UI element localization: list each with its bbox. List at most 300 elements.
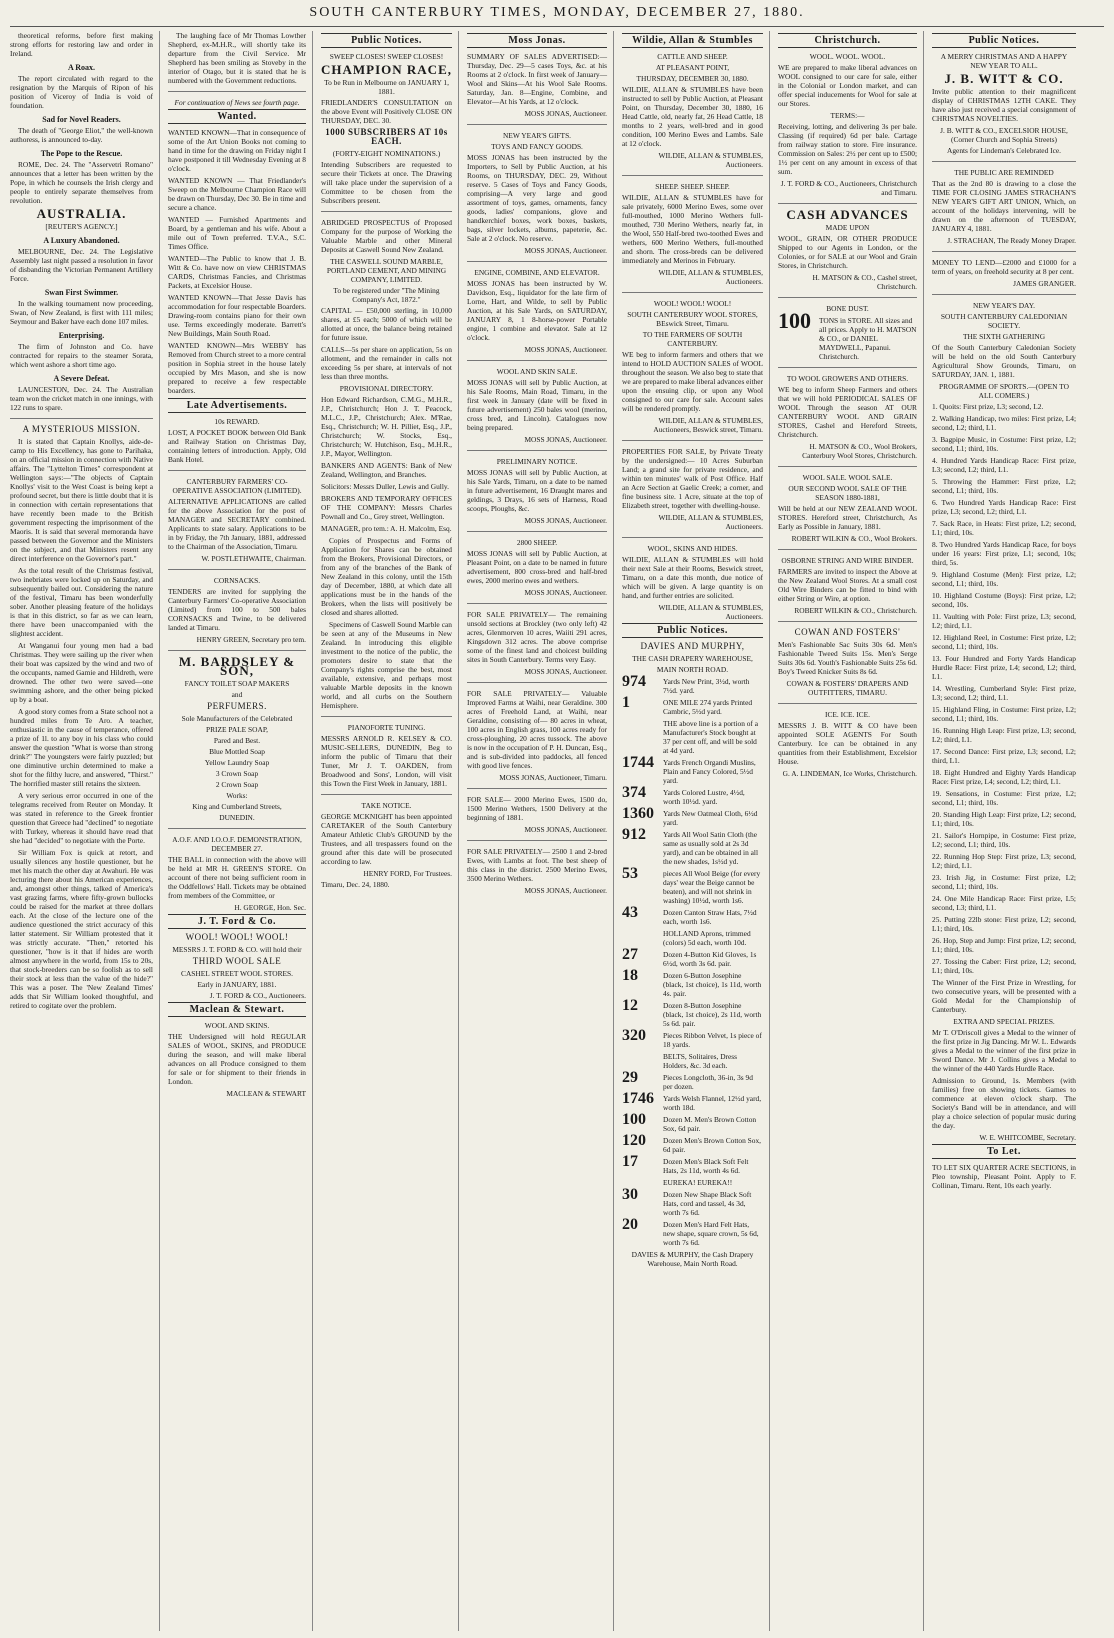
classified-ad: Will be held at our NEW ZEALAND WOOL STORES. Hereford street, Christchurch, As Early as Possible in January, 1881. xyxy=(778,504,917,531)
ad-title: 2800 SHEEP. xyxy=(516,538,558,547)
price-item xyxy=(622,1132,763,1154)
ad-title: TAKE NOTICE. xyxy=(361,801,412,810)
price-item xyxy=(622,1111,763,1133)
classified-ad: MESSRS J. B. WITT & CO have been appointed SOLE AGENTS For South Canterbury. Ice can be obtained in any quantities from their Establishment, Excelsior House. xyxy=(778,721,917,766)
price-item xyxy=(622,865,763,905)
ad-title: WOOL AND SKIN SALE. xyxy=(496,367,578,376)
article-heading: Swan First Swimmer. xyxy=(44,288,119,297)
classified-ad: Solicitors: Messrs Duller, Lewis and Gully. xyxy=(321,482,449,491)
article-text: The death of "George Eliot," the well-known authoress, is announced to-day. xyxy=(10,126,153,144)
ad-title: CASH ADVANCES xyxy=(786,207,909,222)
classified-ad: The Winner of the First Prize in Wrestling, for two consecutive years, will be presented with a Gold Medal for the Championship of Canterbury. xyxy=(932,978,1076,1014)
price-item xyxy=(622,1178,763,1187)
ad-line: CASHEL STREET WOOL STORES. xyxy=(181,969,293,978)
price-item-number: 18 xyxy=(622,967,638,984)
programme-event: 22. Running Hop Step: First prize, L3; second, L2; third, L1. xyxy=(932,852,1076,870)
article-heading: A Luxury Abandoned. xyxy=(43,236,120,245)
divider xyxy=(321,211,452,212)
classified-ad: WANTED — Furnished Apartments and Board, by a gentleman and his wife. About a mile out of Town preferred. T.V.A., S.C. Times Office. xyxy=(168,215,306,251)
price-item-text: ONE MILE 274 yards Printed Cambric, 5½d yard. xyxy=(663,698,753,716)
price-item-number: 53 xyxy=(622,865,638,882)
classified-ad: FOR SALE PRIVATELY— Valuable Improved Farms at Waihi, near Geraldine. 300 acres of Freehold Land, at Waihi, near Geraldine, consisting of— 80 acres in wheat, 100 acres in English grass, 100 acres ready for cross-ploughing, 20 acres tussock. The above is now in the occupation of P. H. Duncan, Esq., and is sub-divided into paddocks, all fenced with good live fences. xyxy=(467,689,607,770)
price-item-text: Yards Welsh Flannel, 12½d yard, worth 18d. xyxy=(663,1094,762,1112)
classified-ad: LOST, A POCKET BOOK between Old Bank and Railway Station on Christmas Day, containing letters of introduction. Apply, Old Bank Hotel. xyxy=(168,428,306,464)
classified-ad: MOSS JONAS has been instructed by the Importers, to Sell by Public Auction, at his Rooms, on THURSDAY, DEC. 29, Without reserve. 5 Cases of Toys and Fancy Goods, comprising—A very large and good assortment of toys, games, ornaments, fancy goods, ladies' companions, glove and handkerchief boxes, work boxes, baskets, bags, silver lockets, albums, papeterie, &c. Sale at 2 o'clock. No reserve. xyxy=(467,153,607,243)
ad-signature: MOSS JONAS, Auctioneer. xyxy=(524,109,607,118)
classified-ad: GEORGE MCKNIGHT has been appointed CARETAKER of the South Canterbury Amateur Athletic Club's GROUND by the Trustees, and all trespassers found on the ground after this date will be prosecuted according to law. xyxy=(321,812,452,866)
column-5 xyxy=(622,31,770,1631)
ad-title: CHAMPION RACE, xyxy=(321,62,452,77)
article-text: theoretical reforms, before first making strong efforts for restoring law and order in Ireland. xyxy=(10,31,153,58)
ad-line: DUNEDIN. xyxy=(219,813,255,822)
ad-line: MAIN NORTH ROAD. xyxy=(656,665,729,674)
ad-signature: MOSS JONAS, Auctioneer. xyxy=(524,825,607,834)
classified-ad: PROPERTIES FOR SALE, by Private Treaty by the undersigned:— 10 Acres Suburban Land; a grand site for private residence, and within ten minutes' walk of Post Office. Half an Acre Section at Gaelic Creek; a corner, and fine business site. 1 Acre, situate at the top of Elizabeth street, together with dwelling-house. xyxy=(622,447,763,510)
price-item xyxy=(622,1153,763,1175)
programme-event: 17. Second Dance: First prize, L3; second, L2; third, L1. xyxy=(932,747,1076,765)
article-heading: Sad for Novel Readers. xyxy=(42,115,121,124)
price-item xyxy=(622,805,763,827)
divider xyxy=(321,794,452,795)
classified-ad: MOSS JONAS will sell by Public Auction, at his Sale Rooms, Main Road, Timaru, in the first week in January (date will be fixed in future advertisement) 250 bales wool (merino, cross bred, and Lincoln). Catalogues now being prepared. xyxy=(467,378,607,432)
ad-line: 1000 SUBSCRIBERS AT 10s EACH. xyxy=(325,127,448,146)
article-text: ROME, Dec. 24. The "Asservetri Romano" announces that a letter has been written by the Pope, in which he counsels the Irish clergy and people to entirely separate themselves from revolution. xyxy=(10,160,153,205)
ad-signature: ROBERT WILKIN & CO., Christchurch. xyxy=(794,606,917,615)
price-item-number: 974 xyxy=(622,673,646,690)
divider xyxy=(778,621,917,622)
price-item-text: Yards All Wool Satin Cloth (the same as usually sold at 2s 3d yard), and can be obtained in all the new shades, 1s½d yd. xyxy=(663,830,759,866)
programme-event: 2. Walking Handicap, two miles: First prize, L4; second, L2; third, L1. xyxy=(932,414,1076,432)
price-list xyxy=(622,673,763,1247)
price-item xyxy=(622,719,763,755)
ad-signature: MOSS JONAS, Auctioneer. xyxy=(524,246,607,255)
ad-line: AT PLEASANT POINT, xyxy=(655,63,730,72)
ad-signature: JAMES GRANGER. xyxy=(1013,279,1076,288)
ad-line: THE SIXTH GATHERING xyxy=(962,332,1046,341)
ad-line: Agents for Lindeman's Celebrated Ice. xyxy=(947,146,1061,155)
article-text: At Wanganui four young men had a bad Christmas. They were sailing up the river when their boat was capsized by the wind and two of the occupants, named Gamie and Hildreth, were drowned. The other two were saved—one swimming ashore, and the other being picked up by a boat. xyxy=(10,641,153,704)
classified-ad: Intending Subscribers are requested to secure their Tickets at once. The Drawing will take place under the supervision of a Committee to be chosen from the Subscribers present. xyxy=(321,160,452,205)
ad-signature: HENRY GREEN, Secretary pro tem. xyxy=(196,635,306,644)
price-item xyxy=(622,826,763,866)
divider xyxy=(932,161,1076,162)
ad-line: Works: xyxy=(226,791,248,800)
ad-line: WOOL AND SKINS. xyxy=(204,1021,270,1030)
column-6 xyxy=(778,31,924,1631)
ad-line: Early in JANUARY, 1881. xyxy=(197,980,277,989)
divider xyxy=(932,251,1076,252)
agency-credit: [REUTER'S AGENCY.] xyxy=(45,222,118,231)
price-item xyxy=(622,1216,763,1247)
price-item-text: Dozen 8-Button Josephine (black, 1st choice), 2s 11d, worth 5s 6d. pair. xyxy=(663,1001,762,1028)
article-text: In the walking tournament now proceeding, Swan, of New Zealand, is first with 111 miles; Seymour and Baker have each done 107 miles. xyxy=(10,299,153,326)
price-item-text: pieces All Wool Beige (for every days' wear the Beige cannot be beaten), and will not shrink in washing) 10½d, worth 1s6. xyxy=(663,869,761,905)
price-item-number: 1 xyxy=(622,694,630,711)
programme-event: 26. Hop, Step and Jump: First prize, L2; second, L1; third, 10s. xyxy=(932,936,1076,954)
ad-signature: MOSS JONAS, Auctioneer. xyxy=(524,588,607,597)
price-item-text: Dozen Canton Straw Hats, 7½d each, worth 1s6. xyxy=(663,908,757,926)
ad-line: TO THE FARMERS OF SOUTH CANTERBURY. xyxy=(642,330,743,348)
classified-ad: FOR SALE— 2000 Merino Ewes, 1500 do, 1500 Merino Wethers, 1500 Delivery at the beginning of 1881. xyxy=(467,795,607,822)
ad-line: (FORTY-EIGHT NOMINATIONS.) xyxy=(332,149,441,158)
price-item xyxy=(622,967,763,998)
price-item xyxy=(622,929,763,947)
price-item-number: 29 xyxy=(622,1069,638,1086)
ad-title: PIANOFORTE TUNING. xyxy=(347,723,426,732)
divider xyxy=(467,682,607,683)
ad-title: THE PUBLIC ARE REMINDED xyxy=(954,168,1054,177)
classified-ad: WANTED KNOWN — That Friedlander's Sweep on the Melbourne Champion Race will be drawn on Thursday, Dec 30. Be in time and secure a chance. xyxy=(168,176,306,212)
divider xyxy=(467,788,607,789)
ad-line: OUR SECOND WOOL SALE OF THE SEASON 1880-1881, xyxy=(788,484,907,502)
programme-event: 15. Highland Fling, in Costume: First prize, L2; second, L1; third, 10s. xyxy=(932,705,1076,723)
classified-ad: BROKERS AND TEMPORARY OFFICES OF THE COMPANY: Messrs Charles Pownall and Co., Grey street, Wellington. xyxy=(321,494,452,521)
article-text: The firm of Johnston and Co. have contracted for repairs to the steamer Sorata, which went ashore a short time ago. xyxy=(10,342,153,369)
ad-line: Blue Mottled Soap xyxy=(209,747,265,756)
price-item xyxy=(622,1069,763,1091)
ad-signature: MOSS JONAS, Auctioneer. xyxy=(524,516,607,525)
ad-line: 2 Crown Soap xyxy=(215,780,259,789)
article-text: The report circulated with regard to the resignation by the Marquis of Ripon of his position of Viceroy of India is void of foundation. xyxy=(10,74,153,110)
programme-event: 25. Putting 22lb stone: First prize, L2; second, L1; third, 10s. xyxy=(932,915,1076,933)
section-header-late-ads: Late Advertisements. xyxy=(168,398,306,413)
ad-line: Sole Manufacturers of the Celebrated xyxy=(181,714,293,723)
ad-signature: MACLEAN & STEWART xyxy=(226,1089,306,1098)
ad-line: A MERRY CHRISTMAS AND A HAPPY NEW YEAR TO ALL. xyxy=(940,52,1068,70)
classified-ad: WILDIE, ALLAN & STUMBLES have for sale privately, 6000 Merino Ewes, some over full-mouthed, 1000 Merino Wethers full-mouthed, 730 Merino Wethers, nearly fat, in the Wool, 550 Half-bred two-toothed Ewes and wethers, 600 Merino Wethers, full-mouthed and shorn. The cross-breds can be delivered immediately and Merinos in February. xyxy=(622,193,763,265)
price-item xyxy=(622,1027,763,1049)
programme-event: 11. Vaulting with Pole: First prize, L3; second, L2; third, L1. xyxy=(932,612,1076,630)
divider xyxy=(467,261,607,262)
article-text: LAUNCESTON, Dec. 24. The Australian team won the cricket match in one innings, with 122 runs to spare. xyxy=(10,385,153,412)
classified-ad: FOR SALE PRIVATELY— 2500 1 and 2-bred Ewes, with Lambs at foot. The best sheep of this class in the district. 2500 Merino Ewes, 3500 Merino Wethers. xyxy=(467,847,607,883)
price-item-number: 374 xyxy=(622,784,646,801)
price-item-number: 30 xyxy=(622,1186,638,1203)
price-item-text: EUREKA! EUREKA!! xyxy=(663,1178,733,1187)
divider xyxy=(467,360,607,361)
ad-signature: WILDIE, ALLAN & STUMBLES, Auctioneers. xyxy=(658,151,763,169)
price-item xyxy=(622,1186,763,1217)
programme-event: 1. Quoits: First prize, L3; second, L2. xyxy=(932,402,1044,411)
programme-event: 12. Highland Reel, in Costume: First prize, L2; second, L1; third, 10s. xyxy=(932,633,1076,651)
article-heading: A Roax. xyxy=(67,63,96,72)
ad-signature: H. MATSON & CO., Cashel street, Christchurch. xyxy=(812,273,917,291)
divider xyxy=(622,537,763,538)
ad-title: CANTERBURY FARMERS' CO-OPERATIVE ASSOCIATION (LIMITED). xyxy=(172,477,302,495)
divider xyxy=(778,367,917,368)
ad-signature: ROBERT WILKIN & CO., Wool Brokers. xyxy=(791,534,917,543)
price-item-text: Yards New Print, 3½d, worth 7½d. yard. xyxy=(663,677,750,695)
divider xyxy=(168,569,306,570)
classified-ad: MESSRS ARNOLD R. KELSEY & CO. MUSIC-SELLERS, DUNEDIN, Beg to inform the public of Timaru that their Tuner, Mr J. T. OAKDEN, from Broadwood and Sons', London, will visit this Town the First Week in January, 1881. xyxy=(321,734,452,788)
programme-event: 27. Tossing the Caber: First prize, L2; second, L1; third, 10s. xyxy=(932,957,1076,975)
classified-ad: MONEY TO LEND—£2000 and £1000 for a term of years, on freehold security at 8 per cent. xyxy=(932,258,1076,276)
ad-line: and xyxy=(231,690,243,699)
ad-line: THURSDAY, DECEMBER 30, 1880. xyxy=(636,74,749,83)
classified-ad: WANTED KNOWN—Mrs WEBBY has Removed from Church street to a more central position in Sophia street in the house lately occupied by Mrs Mason, and she is now prepared to receive a few respectable boarders. xyxy=(168,341,306,395)
price-item-text: Dozen 4-Button Kid Gloves, 1s 6½d, worth 3s 6d. pair. xyxy=(663,950,757,968)
ad-signature: W. E. WHITCOMBE, Secretary. xyxy=(979,1133,1076,1142)
section-title: AUSTRALIA. xyxy=(36,206,127,221)
price-item xyxy=(622,904,763,926)
ad-line: THE CASH DRAPERY WAREHOUSE, xyxy=(632,654,753,663)
ad-signature: H. GEORGE, Hon. Sec. xyxy=(234,903,306,912)
ad-signature: WILDIE, ALLAN & STUMBLES, Auctioneers. xyxy=(658,268,763,286)
ad-signature: W. POSTLETHWAITE, Chairman. xyxy=(201,554,306,563)
divider xyxy=(932,294,1076,295)
section-header-christchurch: Christchurch. xyxy=(778,33,917,48)
ad-title: 10s REWARD. xyxy=(214,417,260,426)
price-item-text: Yards Colored Lustre, 4½d, worth 10½d. yard. xyxy=(663,788,745,806)
price-item-number: 17 xyxy=(622,1153,638,1170)
ad-signature: J. B. WITT & CO., EXCELSIOR HOUSE, (Corner Church and Sophia Streets) xyxy=(940,126,1068,144)
ad-signature: J. STRACHAN, The Ready Money Draper. xyxy=(947,236,1076,245)
classified-ad: MANAGER, pro tem.: A. H. Malcolm, Esq. xyxy=(321,524,452,533)
classified-ad: TENDERS are invited for supplying the Canterbury Farmers' Co-operative Association (Limited) from 100 to 500 bales CORNSACKS and Twine, to be delivered landed at Timaru. xyxy=(168,587,306,632)
programme-event: 23. Irish Jig, in Costume: First prize, L2; second, L1; third, 10s. xyxy=(932,873,1076,891)
programme-event: 16. Running High Leap: First prize, L3; second, L2; third, L1. xyxy=(932,726,1076,744)
programme-event: 19. Sensations, in Costume: First prize, L2; second, L1; third, 10s. xyxy=(932,789,1076,807)
programme-event: 6. Two Hundred Yards Handicap Race: First prize, L3; second, L2; third, L1. xyxy=(932,498,1076,516)
classified-ad: Admission to Ground, 1s. Members (with families) free on showing tickets. Games to commence at eleven o'clock sharp. The Society's Band will be in attendance, and will play a choice selection of popular music during the day. xyxy=(932,1076,1076,1130)
price-item-number: 12 xyxy=(622,997,638,1014)
price-item-text: HOLLAND Aprons, trimmed (colors) 5d each, worth 10d. xyxy=(663,929,751,947)
classified-ad: TO LET SIX QUARTER ACRE SECTIONS, in Pleo township, Pleasant Point. Apply to F. Collinan, Timaru. Rent, 10s each yearly. xyxy=(932,1163,1076,1190)
article-heading: A Severe Defeat. xyxy=(53,374,110,383)
price-item xyxy=(622,997,763,1028)
classified-ad: WANTED—The Public to know that J. B. Witt & Co. have now on view CHRISTMAS CARDS, Christmas Fancies, and Christmas Packets, at Excelsior House. xyxy=(168,254,306,290)
price-item xyxy=(622,784,763,806)
article-heading: Enterprising. xyxy=(58,331,105,340)
ad-title: COWAN AND FOSTERS' xyxy=(794,627,901,637)
classified-ad: FARMERS are invited to inspect the Above at the New Zealand Wool Stores. At a small cost Old Wire Binders can be fitted to bind with either String or Wire, at option. xyxy=(778,567,917,603)
price-item-number: 27 xyxy=(622,946,638,963)
programme-event: 5. Throwing the Hammer: First prize, L2; second, L1; third, 10s. xyxy=(932,477,1076,495)
price-item-text: Dozen New Shape Black Soft Hats, cord and tassel, 4s 3d, worth 7s 6d. xyxy=(663,1190,752,1217)
ad-title: M. BARDSLEY & SON, xyxy=(178,654,296,678)
ad-title: WOOL. WOOL. WOOL. xyxy=(809,52,886,61)
article-heading: The Pope to the Rescue. xyxy=(40,149,123,158)
article-text: As the total result of the Christmas festival, two inebriates were locked up on Saturday, and subsequently bailed out. Considering the nature of the festival, Timaru has been wonderfully sober. Another pleasing feature of the holidays is that in this district, so far as we can learn, there have been unaccompanied with the slightest accident. xyxy=(10,566,153,638)
section-header-to-let: To Let. xyxy=(932,1144,1076,1159)
ad-signature: J. T. FORD & CO., Auctioneers. xyxy=(209,991,306,1000)
ad-title: ICE. ICE. ICE. xyxy=(825,710,870,719)
divider xyxy=(778,703,917,704)
section-header-public-notices: Public Notices. xyxy=(321,33,452,48)
ad-line: TERMS:— xyxy=(830,111,865,120)
classified-ad: Men's Fashionable Sac Suits 30s 6d. Men's Fashionable Tweed Suits 15s. Men's Serge Suits 30s 6d. Youth's Fashionable Suits 25s 6d. Boy's Tweed Knicker Suits 8s 6d. xyxy=(778,640,917,676)
programme-event: 4. Hundred Yards Handicap Race: First prize, L3; second, L2; third, L1. xyxy=(932,456,1076,474)
price-item xyxy=(622,946,763,968)
ad-line: To be registered under "The Mining Company's Act, 1872." xyxy=(333,286,440,304)
newspaper-columns xyxy=(0,27,1114,1631)
ad-title: WOOL! WOOL! WOOL! xyxy=(653,299,732,308)
section-header-wanted: Wanted. xyxy=(168,109,306,124)
divider xyxy=(168,470,306,471)
continuation-note: For continuation of News see fourth page. xyxy=(174,98,300,107)
classified-ad: Mr T. O'Driscoll gives a Medal to the winner of the first prize in Jig Dancing. Mr W. L. Edwards gives a Medal to the winner of the first prize in Sword Dance. Mr J. Collins gives a Medal to the winner of the 440 Yards Hurdle Race. xyxy=(932,1028,1076,1073)
price-item-number: 320 xyxy=(622,1027,646,1044)
classified-ad: SUMMARY OF SALES ADVERTISED:— Thursday, Dec. 29—5 cases Toys, &c. at his Rooms at 2 o'clock. In first week of January—Wool and Skins—At his Wool Sale Rooms. Saturday, Jan. 8—Engine, Combine, and Elevator—At his Yards, at 12 o'clock. xyxy=(467,52,607,106)
programme-event: 3. Bagpipe Music, in Costume: First prize, L2; second, L1; third, 10s. xyxy=(932,435,1076,453)
price-item xyxy=(622,1052,763,1070)
ad-signature: DAVIES & MURPHY, the Cash Drapery Warehouse, Main North Road. xyxy=(631,1250,754,1268)
price-item-number: 43 xyxy=(622,904,638,921)
divider xyxy=(168,91,306,92)
ad-line: THIRD WOOL SALE xyxy=(192,956,282,966)
programme-event: 21. Sailor's Hornpipe, in Costume: First prize, L2; second, L1; third, 10s. xyxy=(932,831,1076,849)
column-3 xyxy=(321,31,459,1631)
classified-ad: MOSS JONAS will sell by Public Auction, at Pleasant Point, on a date to be named in future advertisement, 800 cross-bred and half-bred ewes, 2000 merino ewes and wethers. xyxy=(467,549,607,585)
ad-line: PRIZE PALE SOAP, xyxy=(206,725,268,734)
divider xyxy=(778,466,917,467)
classified-ad: THE Undersigned will hold REGULAR SALES of WOOL, SKINS, and PRODUCE during the season, and will make liberal advances on all Produce consigned to them for sale or for shipment to their friends in London. xyxy=(168,1032,306,1086)
classified-ad: WANTED KNOWN—That Jesse Davis has accommodation for four respectable Boarders. Drawing-room contains piano for their own use. Terms exceedingly moderate. Barrett's New Buildings, Main South Road. xyxy=(168,293,306,338)
ad-line: 3 Crown Soap xyxy=(215,769,259,778)
ad-title: ENGINE, COMBINE, AND ELEVATOR. xyxy=(474,268,600,277)
ad-number: 100 xyxy=(778,308,811,333)
ad-title: TO WOOL GROWERS AND OTHERS. xyxy=(786,374,909,383)
classified-ad: That as the 2nd 80 is drawing to a close the TIME FOR CLOSING JAMES STRACHAN'S NEW YEAR'S GIFT ART UNION, Which, on account of the holidays intervening, will be drawn on the afternoon of TUESDAY, JANUARY 4, 1881. xyxy=(932,179,1076,233)
ad-date: Timaru, Dec. 24, 1880. xyxy=(321,880,390,889)
ad-line: PERFUMERS. xyxy=(207,701,267,711)
divider xyxy=(10,418,153,419)
classified-ad: Of the South Canterbury Caledonian Society will be held on the old South Canterbury Agricultural Show Grounds, Timaru, on SATURDAY, JAN. 1, 1881. xyxy=(932,343,1076,379)
price-item-number: 912 xyxy=(622,826,646,843)
classified-ad: WILDIE, ALLAN & STUMBLES have been instructed to sell by Public Auction, at Pleasant Point, on Thursday, December 30, 1880, 16 Head Cattle, old, nearly fat, 26 Head Cattle, 18 months to 2 years, well-bred and in good condition, 100 Merino Ewes and Lambs. Sale at 12 o'clock. xyxy=(622,85,763,148)
divider xyxy=(467,124,607,125)
section-header-maclean: Maclean & Stewart. xyxy=(168,1002,306,1017)
ad-line: PROVISIONAL DIRECTORY. xyxy=(339,384,434,393)
price-item-number: 1746 xyxy=(622,1090,654,1107)
ad-line: Yellow Laundry Soap xyxy=(204,758,270,767)
programme-event: 7. Sack Race, in Heats: First prize, L2; second, L1; third, 10s. xyxy=(932,519,1076,537)
column-1 xyxy=(10,31,160,1631)
section-header-moss-jonas: Moss Jonas. xyxy=(467,33,607,48)
price-item-text: Dozen Men's Black Soft Felt Hats, 2s 11d, worth 4s 6d. xyxy=(663,1157,749,1175)
ad-title: CORNSACKS. xyxy=(213,576,261,585)
masthead: SOUTH CANTERBURY TIMES, MONDAY, DECEMBER 27, 1880. xyxy=(10,0,1104,27)
ad-line: To be Run in Melbourne on JANUARY 1, 1881. xyxy=(324,78,449,96)
price-item-number: 100 xyxy=(622,1111,646,1128)
ad-title: DAVIES AND MURPHY, xyxy=(640,641,745,651)
ad-line: WOOL! WOOL! WOOL! xyxy=(185,932,289,942)
programme-event: 13. Four Hundred and Forty Yards Handicap Hurdle Race: First prize, L4; second, L2; third, L1. xyxy=(932,654,1076,681)
ad-signature: MOSS JONAS, Auctioneer, Timaru. xyxy=(499,773,607,782)
ad-signature: WILDIE, ALLAN & STUMBLES, Auctioneers, Beswick street, Timaru. xyxy=(653,416,763,434)
divider xyxy=(622,175,763,176)
ad-signature: H. MATSON & CO., Wool Brokers, Canterbury Wool Stores, Christchurch. xyxy=(802,442,917,460)
divider xyxy=(778,297,917,298)
article-text: MELBOURNE, Dec. 24. The Legislative Assembly last night passed a resolution in favor of disbanding the Victorian Permanent Artillery Force. xyxy=(10,247,153,283)
divider xyxy=(778,549,917,550)
price-item-text: Yards New Oatmeal Cloth, 6½d yard. xyxy=(663,809,758,827)
ad-signature: MOSS JONAS, Auctioneer. xyxy=(524,667,607,676)
classified-ad: FOR SALE PRIVATELY— The remaining unsold sections at Brockley (two only left) 42 acres, Glenmorven 10 acres, Waiiti 291 acres, Kingsdown 312 acres. The above comprise some of the finest land and choicest building sites in South Canterbury. Terms very Easy. xyxy=(467,610,607,664)
ad-title: WOOL SALE. WOOL SALE. xyxy=(802,473,893,482)
ad-title: NEW YEAR'S DAY. xyxy=(973,301,1035,310)
price-item xyxy=(622,754,763,785)
ad-line: MADE UPON xyxy=(825,223,870,232)
section-header-public-notices: Public Notices. xyxy=(932,33,1076,48)
ad-signature: G. A. LINDEMAN, Ice Works, Christchurch. xyxy=(782,769,917,778)
ad-title: SHEEP. SHEEP. SHEEP. xyxy=(655,182,730,191)
article-text: It is stated that Captain Knollys, aide-de-camp to His Excellency, has gone to Parihaka, on an official mission in connection with Native affairs. The "Lyttelton Times" correspondent at Wellington says:—"The objects of Captain Knollys' visit to the West Coast is being kept a profound secret, but there is little doubt that it is in connection with certain representations that have recently been made to the British government respecting the imprisonment of the Maoris. It is said that several memoranda have passed between the Governor and the Ministers on the subject, and that Ministers resent any direct interference on the Governor's part." xyxy=(10,437,153,563)
ad-signature: WILDIE, ALLAN & STUMBLES, Auctioneers. xyxy=(658,513,763,531)
price-item-text: Pieces Longcloth, 36-in, 3s 9d per dozen. xyxy=(663,1073,753,1091)
classified-ad: BANKERS AND AGENTS: Bank of New Zealand, Wellington, and Branches. xyxy=(321,461,452,479)
divider xyxy=(467,840,607,841)
price-item-text: THE above line is a portion of a Manufacturer's Stock bought at 37 per cent off, and will be sold at 4d yard. xyxy=(663,719,759,755)
section-header-ford: J. T. Ford & Co. xyxy=(168,914,306,929)
programme-event: 10. Highland Costume (Boys): First prize, L2; second, 10s. xyxy=(932,591,1076,609)
programme-event: 14. Wrestling, Cumberland Style: First prize, L3; second, L2; third, L1. xyxy=(932,684,1076,702)
price-item-number: 1744 xyxy=(622,754,654,771)
programme-event: 20. Standing High Leap: First prize, L2; second, L1; third, 10s. xyxy=(932,810,1076,828)
classified-ad: MOSS JONAS will sell by Public Auction, at his Sale Yards, Timaru, on a date to be named in future advertisement, 16 Draught mares and geldings, 3 Drays, 16 sets of Harness, Road scoops, Ploughs, &c. xyxy=(467,468,607,513)
ad-line: SOUTH CANTERBURY WOOL STORES, BEswick Street, Timaru. xyxy=(627,310,758,328)
ad-title: OSBORNE STRING AND WIRE BINDER. xyxy=(781,556,914,565)
ad-title: WOOL, SKINS AND HIDES. xyxy=(647,544,738,553)
classified-ad: WILDIE, ALLAN & STUMBLES will hold their next Sale at their Rooms, Beswick street, Timaru, on a date this month, due notice of which will be given. A large quantity is on hand, and further entries are solicited. xyxy=(622,555,763,600)
divider xyxy=(168,650,306,651)
classified-ad: FRIEDLANDER'S CONSULTATION on the above Event will Positively CLOSE ON THURSDAY, DEC. 30. xyxy=(321,98,452,125)
ad-title: J. B. WITT & CO. xyxy=(944,71,1064,86)
classified-ad: Hon Edward Richardson, C.M.G., M.H.R., J.P., Christchurch; Hon J. T. Peacock, M.L.C., J.P., Christchurch; Alex. M'Rae, Esq., Christchurch; W. H. Pilliet, Esq., J.P., Christchurch; W. Stocks, Esq., Christchurch; W. Hutchison, Esq., M.H.R., J.P., Mayor, Wellington. xyxy=(321,395,452,458)
article-text: Specimens of Caswell Sound Marble can be seen at any of the Museums in New Zealand. In introducing this eligible investment to the notice of the public, the promoters desire to state that the Company's rights comprise the best, most available, extensive, and perhaps most valuable Marble deposits in the known world, and all curbs on the Southern Hemisphere. xyxy=(321,620,452,710)
ad-line: King and Cumberland Streets, xyxy=(192,802,282,811)
price-item-text: Dozen Men's Hard Felt Hats, new shape, square crown, 5s 6d, worth 7s 6d. xyxy=(663,1220,759,1247)
classified-ad: THE BALL in connection with the above will be held at MR H. GREEN'S STORE. On account of there not being sufficient room in the Oddfellows' Hall. Tickets may be obtained from members of the Committee, or xyxy=(168,855,306,900)
classified-ad: WANTED KNOWN—That in consequence of some of the Art Union Books not coming to hand in time for the drawing on Friday night I have postponed it till Wednesday Evening at 8 o'clock. xyxy=(168,128,306,173)
ad-signature: MOSS JONAS, Auctioneer. xyxy=(524,345,607,354)
ad-line: TONS in STORE. All sizes and all prices. Apply to H. MATSON & CO., or DANIEL MAYDWELL, Papanui. Christchurch. xyxy=(819,316,917,361)
ad-signature: MOSS JONAS, Auctioneer. xyxy=(524,886,607,895)
classified-ad: ABRIDGED PROSPECTUS of Proposed Company for the purpose of Working the Valuable Marble and other Mineral Deposits at Caswell Sound New Zealand. xyxy=(321,218,452,254)
divider xyxy=(467,603,607,604)
section-header-wildie: Wildie, Allan & Stumbles xyxy=(622,33,763,48)
divider xyxy=(622,440,763,441)
divider xyxy=(467,531,607,532)
classified-ad: Invite public attention to their magnificent display of CHRISTMAS 12TH CAKE. They have also just received a special consignment of CHRISTMAS NOVELTIES. xyxy=(932,87,1076,123)
price-item xyxy=(622,694,763,716)
classified-ad: WOOL, GRAIN, OR OTHER PRODUCE Shipped to our Agents in London, or the Colonies, or for SALE at our Wool and Grain Stores, in Christchurch. xyxy=(778,234,917,270)
article-heading: A MYSTERIOUS MISSION. xyxy=(22,424,141,434)
divider xyxy=(168,828,306,829)
ad-line: Pared and Best. xyxy=(213,736,261,745)
ad-title: CATTLE AND SHEEP. xyxy=(657,52,728,61)
ad-signature: WILDIE, ALLAN & STUMBLES, Auctioneers. xyxy=(658,603,763,621)
ad-title: NEW YEAR'S GIFTS. xyxy=(502,131,572,140)
divider xyxy=(321,716,452,717)
column-7 xyxy=(932,31,1082,1631)
price-item-number: 20 xyxy=(622,1216,638,1233)
classified-ad: CAPITAL — £50,000 sterling, in 10,000 shares, at £5 each; 5000 of which will be allotted at once, the balance being retained for future issue. xyxy=(321,306,452,342)
price-item-text: Dozen M. Men's Brown Cotton Sox, 6d pair. xyxy=(663,1115,757,1133)
ad-line: MESSRS J. T. FORD & CO. will hold their xyxy=(172,945,302,954)
programme-event: 18. Eight Hundred and Eighty Yards Handicap Race: First prize, L4; second, L2; third, L1. xyxy=(932,768,1076,786)
price-item-number: 120 xyxy=(622,1132,646,1149)
divider xyxy=(622,292,763,293)
price-item-text: Pieces Ribbon Velvet, 1s piece of 18 yards. xyxy=(663,1031,762,1049)
article-text: A very serious error occurred in one of the telegrams received from Reuter on Monday. It was stated in reference to the Greek frontier question that Greece had "declined" to negotiate with Turkey, whereas it should have read that she had "decided" to negotiate with the Porte. xyxy=(10,791,153,845)
ad-signature: COWAN & FOSTERS' DRAPERS AND OUTFITTERS, TIMARU. xyxy=(786,679,909,697)
classified-ad: WE are prepared to make liberal advances on WOOL consigned to our care for sale, either in the Colonial or London market, and can offer special inducements for Wool for sale at our Stores. xyxy=(778,63,917,108)
divider xyxy=(467,450,607,451)
ad-line: SWEEP CLOSES! SWEEP CLOSES! xyxy=(329,52,444,61)
column-2 xyxy=(168,31,313,1631)
ad-signature: HENRY FORD, For Trustees. xyxy=(363,869,452,878)
